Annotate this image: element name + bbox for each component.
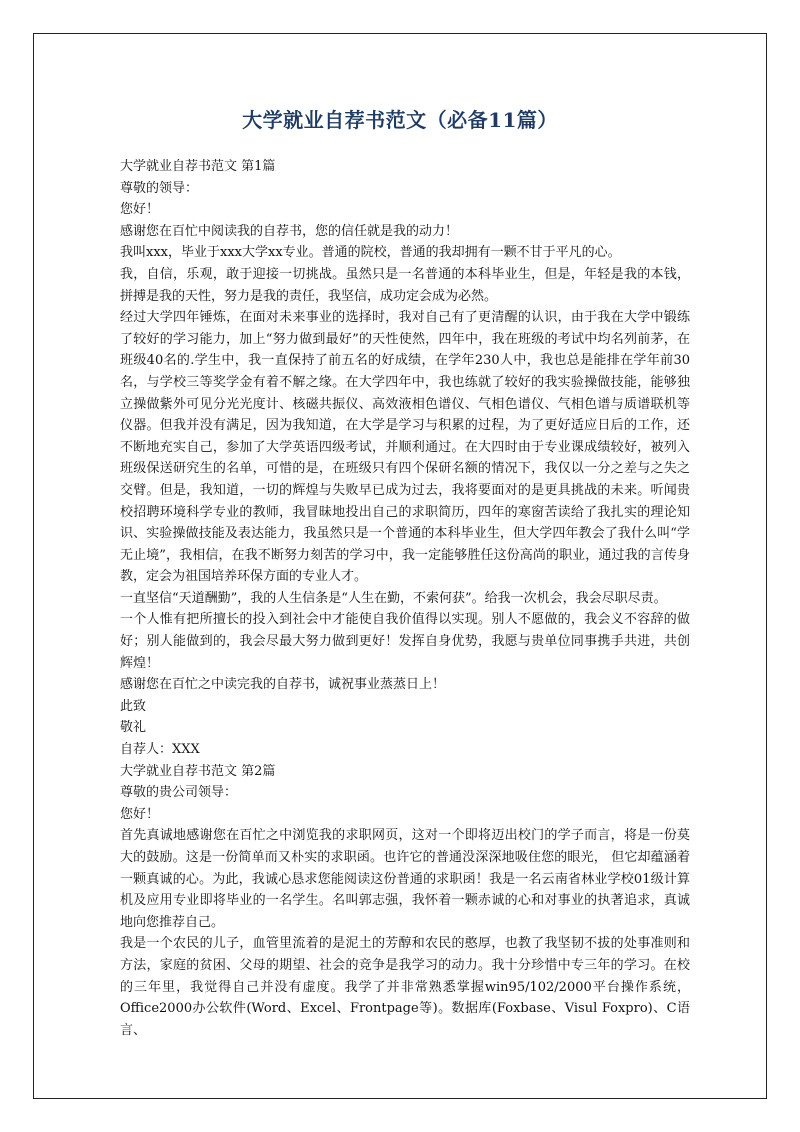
body-paragraph: 感谢您在百忙之中读完我的自荐书，诚祝事业蒸蒸日上！ [120,677,446,693]
greeting: 您好！ [120,202,160,218]
document-body [120,156,690,1041]
body-paragraph: 我是一个农民的儿子，血管里流着的是泥土的芳醇和农民的憨厚，也教了我坚韧不拔的处事准则和方法，家庭的贫困、父母的期望、社会的竞争是我学习的动力。我十分珍惜中专三年的学习。在校的三年里，我觉得自己并没有虚度。我学了并非常熟悉掌握win95/102/2000平台操作系统，Office2000办公软件(Word、Excel、Frontpage等)。数据库(Foxbase、Visul Foxpro)、C语言、 [120,936,690,1038]
salutation: 尊敬的领导： [120,180,199,196]
body-paragraph: 经过大学四年锤炼，在面对未来事业的选择时，我对自己有了更清醒的认识，由于我在大学中锻练了较好的学习能力，加上“努力做到最好”的天性使然，四年中，我在班级的考试中均名列前茅，在班级40名的.学生中，我一直保持了前五名的好成绩，在学年230人中，我也总是能排在学年前30名，与学校三等奖学金有着不解之缘。在大学四年中，我也练就了较好的我实验操做技能，能够独立操做紫外可见分光光度计、核磁共振仪、高效液相色谱仪、气相色谱仪、气相色谱与质谱联机等仪器。但我并没有满足，因为我知道，在大学是学习与积累的过程，为了更好适应日后的工作，还不断地充实自己，参加了大学英语四级考试，并顺利通过。在大四时由于专业课成绩较好，被列入班级保送研究生的名单，可惜的是，在班级只有四个保研名额的情况下，我仅以一分之差与之失之交臂。但是，我知道，一切的辉煌与失败早已成为过去，我将要面对的是更具挑战的未来。听闻贵校招聘环境科学专业的教师，我冒昧地投出自己的求职简历，四年的寒窗苦读给了我扎实的理论知识、实验操做技能及表达能力，我虽然只是一个普通的本科毕业生，但大学四年教会了我什么叫“学无止境”，我相信，在我不断努力刻苦的学习中，我一定能够胜任这份高尚的职业，通过我的言传身教，定会为祖国培养环保方面的专业人才。 [120,310,690,585]
signature: 自荐人：XXX [120,742,200,758]
body-paragraph: 感谢您在百忙中阅读我的自荐书，您的信任就是我的动力！ [120,223,459,239]
section-heading-1: 大学就业自荐书范文 第1篇 [120,159,276,174]
document-title: 大学就业自荐书范文（必备11篇） [242,108,558,132]
salutation: 尊敬的贵公司领导： [120,785,238,801]
closing-line: 此致 [120,698,147,714]
section-heading-2: 大学就业自荐书范文 第2篇 [120,763,276,779]
body-paragraph: 我，自信，乐观，敢于迎接一切挑战。虽然只是一名普通的本科毕业生，但是，年轻是我的本钱，拼搏是我的天性，努力是我的责任，我坚信，成功定会成为必然。 [120,266,690,304]
body-paragraph: 首先真诚地感谢您在百忙之中浏览我的求职网页，这对一个即将迈出校门的学子而言，将是一份莫大的鼓励。这是一份简单而又朴实的求职函。也许它的普通没深深地吸住您的眼光， 但它却蕴涵着一颗真诚的心。为此，我诚心恳求您能阅读这份普通的求职函！我是一名云南省林业学校01级计算机及应用专业即将毕业的一名学生。名叫郭志强，我怀着一颗赤诚的心和对事业的执著追求，真诚地向您推荐自己。 [120,828,690,930]
body-paragraph: 我叫xxx，毕业于xxx大学xx专业。普通的院校，普通的我却拥有一颗不甘于平凡的心。 [120,245,621,261]
body-paragraph: 一直坚信“天道酬勤”，我的人生信条是“人生在勤，不索何获”。给我一次机会，我会尽职尽责。 [120,590,667,606]
body-paragraph: 一个人惟有把所擅长的投入到社会中才能使自我价值得以实现。别人不愿做的，我会义不容辞的做好；别人能做到的，我会尽最大努力做到更好！发挥自身优势，我愿与贵单位同事携手共进，共创辉煌！ [120,612,690,671]
closing-salute: 敬礼 [120,720,147,736]
greeting: 您好！ [120,806,160,822]
